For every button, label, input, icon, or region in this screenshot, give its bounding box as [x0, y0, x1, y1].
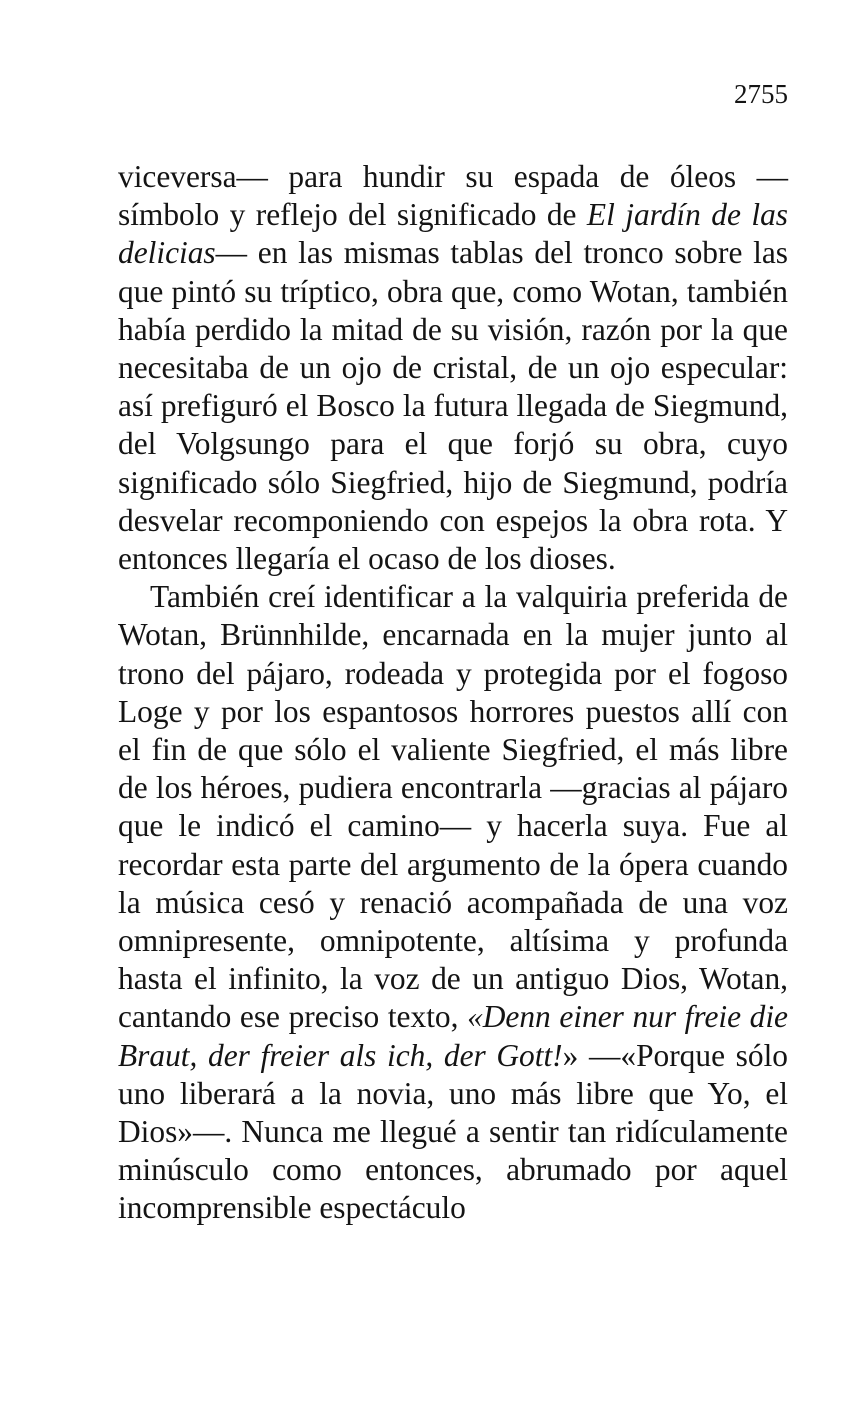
text-segment: También creí identificar a la valquiria preferida de Wotan, Brünnhilde, encarnada en la mujer junto al trono del pájaro, rodeada y protegida por el fogoso Loge y por los espantosos horrores puestos allí con el fin de que sólo el valiente Siegfried, el más libre de los héroes, pudiera encontrarla —gracias al pájaro que le indicó el camino— y hacerla suya. Fue al recordar esta parte del argumento de la ópera cuando la música cesó y renació acompañada de una voz omnipresente, omnipotente, altísima y profunda hasta el infinito, la voz de un antiguo Dios, Wotan, cantando ese preciso texto,: [118, 579, 788, 1035]
body-text: [118, 158, 788, 1228]
text-segment: viceversa— para hundir su espada de óleos —símbolo y reflejo del significado de: [118, 159, 788, 233]
text-segment: » —«Porque sólo uno liberará a la novia, uno más libre que Yo, el Dios»—. Nunca me llegué a sentir tan ridículamente minúsculo como entonces, abrumado por aquel incomprensible espectáculo: [118, 1037, 788, 1226]
paragraph-1: [118, 158, 788, 578]
page-number: 2755: [734, 79, 788, 109]
paragraph-2: [118, 578, 788, 1227]
italic-quote: «Denn einer nur freie die Braut, der freier als ich, der Gott!: [118, 999, 788, 1073]
text-segment: — en las mismas tablas del tronco sobre las que pintó su tríptico, obra que, como Wotan, también había perdido la mitad de su visión, razón por la que necesitaba de un ojo de cristal, de un ojo especular: así prefiguró el Bosco la futura llegada de Siegmund, del Volgsungo para el que forjó su obra, cuyo significado sólo Siegfried, hijo de Siegmund, podría desvelar recomponiendo con espejos la obra rota. Y entonces llegaría el ocaso de los dioses.: [118, 235, 788, 577]
italic-title: El jardín de las delicias: [118, 197, 789, 271]
